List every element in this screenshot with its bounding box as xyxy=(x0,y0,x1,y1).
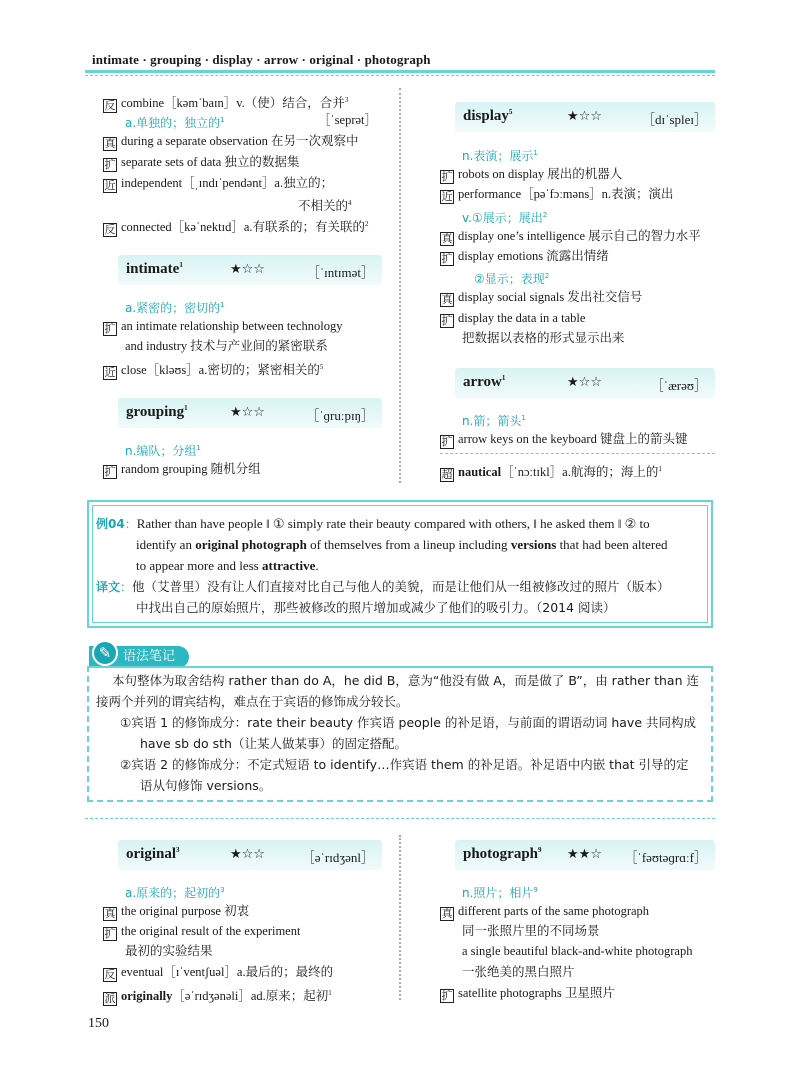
tag-zhen-icon: 真 xyxy=(441,293,453,306)
grammar-para-3a: ②宾语 2 的修饰成分：不定式短语 to identify…作宾语 them 的补足语。补足语中内嵌 that 引导的定 xyxy=(120,757,689,772)
separate-ipa: ［ˈseprət］ xyxy=(318,113,378,127)
tag-fan-icon: 反 xyxy=(104,223,116,237)
header-rule-dashed xyxy=(85,75,715,76)
header-rule xyxy=(85,70,715,73)
frequency-stars: ★☆☆ xyxy=(230,405,265,420)
frequency-stars: ★★☆ xyxy=(567,847,602,862)
phonetic: ［ˈɪntɪmət］ xyxy=(306,265,374,280)
word-header-original xyxy=(118,840,382,870)
tag-zhen-icon: 真 xyxy=(104,137,116,150)
tag-jin-icon: 近 xyxy=(441,190,453,203)
column-divider-bottom xyxy=(399,835,409,1000)
display-example-3: 真 display one’s intelligence 展示自己的智力水平 xyxy=(441,229,701,245)
photograph-example-1-second: a single beautiful black-and-white photograph xyxy=(462,944,693,958)
tag-kuo-icon: 扩 xyxy=(441,170,453,183)
phonetic: ［əˈrɪdʒənl］ xyxy=(301,850,374,865)
arrow-divider xyxy=(440,453,715,454)
original-example-2-cont: 最初的实验结果 xyxy=(125,944,213,958)
photograph-example-1-cn: 同一张照片里的不同场景 xyxy=(462,924,600,938)
word-header-grouping xyxy=(118,398,382,428)
tag-jin-icon: 近 xyxy=(104,366,116,380)
tag-kuo-icon: 扩 xyxy=(104,322,116,335)
frequency-stars: ★☆☆ xyxy=(567,109,602,124)
arrow-example-1: 扩 arrow keys on the keyboard 键盘上的箭头键 xyxy=(441,432,688,448)
phonetic: ［dɪˈspleɪ］ xyxy=(642,112,707,127)
phonetic: ［ˈɡruːpɪŋ］ xyxy=(306,408,374,423)
pen-icon: ✎ xyxy=(92,640,118,666)
separate-example-4: 反 connected［kəˈnektɪd］a.有联系的；有关联的$^2$ xyxy=(104,220,369,237)
intimate-sense: a.紧密的；密切的$^1$ xyxy=(125,301,225,315)
intimate-example-1-cont: and industry 技术与产业间的紧密联系 xyxy=(125,339,328,353)
tag-chao-icon: 超 xyxy=(441,468,453,482)
word-header-display xyxy=(455,102,715,132)
display-example-6: 扩 display the data in a table xyxy=(441,311,586,327)
example-line-1: 例04：Rather than have people ‖ ① simply rate their beauty compared with others, ‖ he asked them ‖ ② to xyxy=(96,516,650,531)
tag-kuo-icon: 扩 xyxy=(441,252,453,265)
phonetic: ［ˈfəʊtəɡrɑːf］ xyxy=(624,850,707,865)
grouping-example-1: 扩 random grouping 随机分组 xyxy=(104,462,261,478)
frequency-stars: ★☆☆ xyxy=(230,262,265,277)
original-example-4: 派 originally［əˈrɪdʒənəli］ad.原来；起初$^1$ xyxy=(104,989,332,1006)
headword: original$^3$ xyxy=(126,846,180,862)
grouping-sense: n.编队；分组$^1$ xyxy=(125,444,201,458)
tag-zhen-icon: 真 xyxy=(104,907,116,920)
headword: intimate$^1$ xyxy=(126,261,183,277)
original-sense: a.原来的；起初的$^3$ xyxy=(125,886,225,900)
translation-label: 译文 xyxy=(96,580,121,594)
grammar-para-1b: 接两个并列的谓宾结构，难点在于宾语的修饰成分较长。 xyxy=(96,694,409,709)
grammar-para-3b: 语从句修饰 versions。 xyxy=(140,778,272,793)
page-number: 150 xyxy=(88,1016,109,1031)
tag-pai-icon: 派 xyxy=(104,992,116,1006)
display-example-2: 近 performance［pəˈfɔːməns］n.表演；演出 xyxy=(441,187,674,203)
tag-zhen-icon: 真 xyxy=(441,232,453,245)
arrow-example-2: 超 nautical［ˈnɔːtɪkl］a.航海的；海上的$^1$ xyxy=(441,465,662,482)
tag-kuo-icon: 扩 xyxy=(104,927,116,940)
tag-zhen-icon: 真 xyxy=(441,907,453,920)
intimate-example-2: 近 close［kləʊs］a.密切的；紧密相关的$^5$ xyxy=(104,363,324,380)
headword: display$^5$ xyxy=(463,108,513,124)
display-example-4: 扩 display emotions 流露出情绪 xyxy=(441,249,609,265)
translation-line-1: 译文：他（艾普里）没有让人们直接对比自己与他人的美貌，而是让他们从一组被修改过的照片（版本） xyxy=(96,579,670,594)
photograph-sense: n.照片；相片$^9$ xyxy=(462,886,538,900)
combine-entry: 反 combine［kəmˈbaɪn］v.（使）结合，合并$^3$ xyxy=(104,96,349,113)
display-sense-3: ②显示；表现$^2$ xyxy=(474,272,550,286)
tag-kuo-icon: 扩 xyxy=(441,314,453,327)
example-label: 例04 xyxy=(96,517,125,531)
display-example-6-cont: 把数据以表格的形式显示出来 xyxy=(462,331,625,345)
intimate-example-1: 扩 an intimate relationship between technology xyxy=(104,319,343,335)
column-divider-top xyxy=(399,88,409,483)
tag-kuo-icon: 扩 xyxy=(441,989,453,1002)
example-line-3: to appear more and less attractive. xyxy=(136,558,319,573)
original-example-3: 反 eventual［ɪˈventʃuəl］a.最后的；最终的 xyxy=(104,965,334,981)
photograph-example-1: 真 different parts of the same photograph xyxy=(441,904,650,920)
headword: arrow$^1$ xyxy=(463,374,506,390)
tag-fan-icon: 反 xyxy=(104,968,116,981)
separate-example-2: 扩 separate sets of data 独立的数据集 xyxy=(104,155,300,171)
original-example-1: 真 the original purpose 初衷 xyxy=(104,904,250,920)
photograph-example-2: 扩 satellite photographs 卫星照片 xyxy=(441,986,615,1002)
original-example-2: 扩 the original result of the experiment xyxy=(104,924,301,940)
running-header: intimate · grouping · display · arrow · original · photograph xyxy=(92,52,431,67)
translation-line-2: 中找出自己的原始照片，那些被修改的照片增加或减少了他们的吸引力。（2014 阅读） xyxy=(136,600,616,615)
tag-fan-icon: 反 xyxy=(104,99,116,113)
tag-kuo-icon: 扩 xyxy=(441,435,453,448)
headword: grouping$^1$ xyxy=(126,404,188,420)
section-divider xyxy=(85,818,715,819)
frequency-stars: ★☆☆ xyxy=(230,847,265,862)
arrow-sense: n.箭；箭头$^1$ xyxy=(462,414,526,428)
example-line-2: identify an original photograph of themselves from a lineup including versions that had been altered xyxy=(136,537,668,552)
headword: photograph$^9$ xyxy=(463,846,542,862)
phonetic: ［ˈærəʊ］ xyxy=(650,378,707,393)
word-header-photograph xyxy=(455,840,715,870)
grammar-para-2a: ①宾语 1 的修饰成分：rate their beauty 作宾语 people 的补足语，与前面的谓语动词 have 共同构成 xyxy=(120,715,696,730)
tag-kuo-icon: 扩 xyxy=(104,158,116,171)
display-example-1: 扩 robots on display 展出的机器人 xyxy=(441,167,623,183)
frequency-stars: ★☆☆ xyxy=(567,375,602,390)
display-example-5: 真 display social signals 发出社交信号 xyxy=(441,290,643,306)
separate-example-1: 真 during a separate observation 在另一次观察中 xyxy=(104,134,359,150)
display-sense-2: v.①展示；展出$^2$ xyxy=(462,211,548,225)
separate-example-3: 近 independent［ˌɪndɪˈpendənt］a.独立的； xyxy=(104,176,334,192)
separate-example-3-cont: 不相关的$^4$ xyxy=(298,199,352,214)
grammar-para-1a: 本句整体为取舍结构 rather than do A，he did B，意为“他没有做 A，而是做了 B”，由 rather than 连 xyxy=(112,673,699,688)
display-sense-1: n.表演；展示$^1$ xyxy=(462,149,538,163)
tag-jin-icon: 近 xyxy=(104,179,116,192)
grammar-notes-title: 语法笔记 xyxy=(89,646,189,668)
photograph-example-1-second-cn: 一张绝美的黑白照片 xyxy=(462,965,575,979)
tag-kuo-icon: 扩 xyxy=(104,465,116,478)
grammar-para-2b: have sb do sth（让某人做某事）的固定搭配。 xyxy=(140,736,407,751)
separate-sense: a.单独的；独立的$^1$ xyxy=(125,116,225,130)
word-header-arrow xyxy=(455,368,715,398)
word-header-intimate xyxy=(118,255,382,285)
